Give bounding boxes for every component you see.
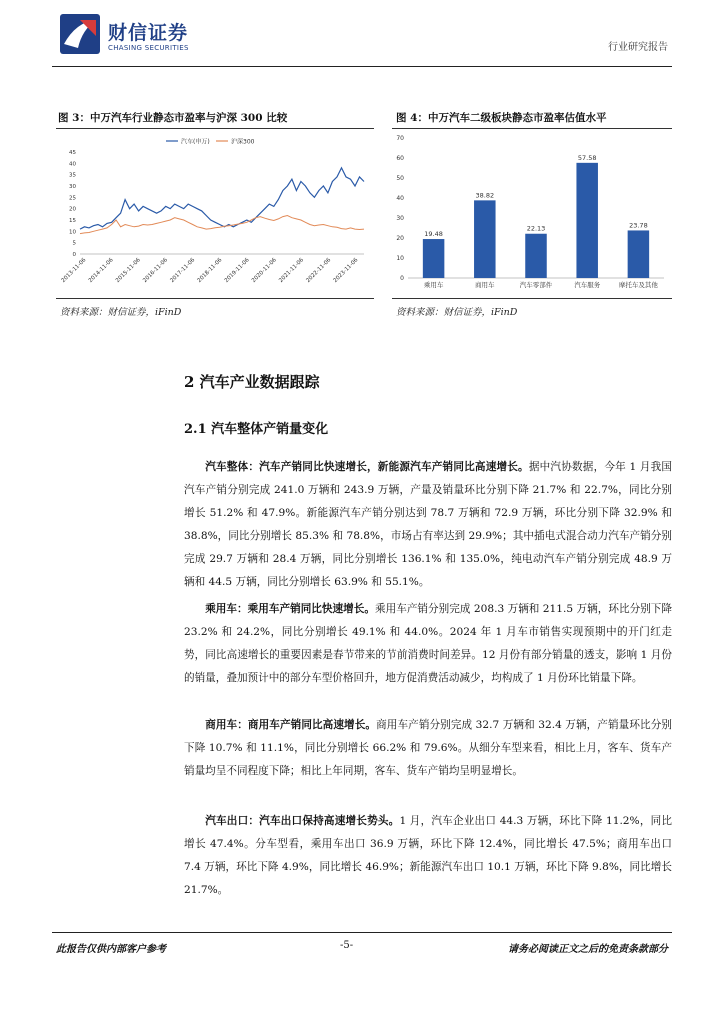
x-tick-label: 2022-11-06: [305, 257, 333, 285]
logo-text-cn: 财信证券: [108, 22, 189, 44]
figure-4-top-rule: [392, 128, 672, 129]
y-tick-label: 25: [69, 195, 76, 202]
page-number: -5-: [340, 940, 354, 951]
x-category-label: 汽车零部件: [519, 281, 553, 289]
y-tick-label: 10: [396, 255, 404, 262]
paragraph-lead: 商用车：商用车产销同比高速增长。: [205, 719, 377, 731]
figure-3-title: 图 3：中万汽车行业静态市盈率与沪深 300 比较: [58, 112, 288, 124]
y-tick-label: 0: [400, 275, 404, 282]
x-tick-label: 2018-11-06: [196, 257, 224, 285]
paragraph-lead: 汽车整体：汽车产销同比快速增长，新能源汽车产销同比高速增长。: [205, 461, 529, 473]
paragraph-body: 1 月，汽车企业出口 44.3 万辆，环比下降 11.2%，同比增长 47.4%。分车型看，乘用车出口 36.9 万辆，环比下降 12.4%，同比增长 47.5%；商用车出口 7.4 万辆，环比下降 4.9%，同比增长 46.9%；新能源汽车出口 10.1 万辆，环比下降 9.8%，同比增长 21.7%。: [184, 815, 672, 896]
y-tick-label: 35: [69, 172, 76, 179]
subsection-title: 2.1 汽车整体产销量变化: [184, 422, 329, 437]
legend-label-hs300: 沪深300: [231, 138, 255, 146]
x-tick-label: 2015-11-06: [114, 257, 142, 285]
paragraph-lead: 汽车出口：汽车出口保持高速增长势头。: [205, 815, 400, 827]
logo-mark-icon: [60, 14, 100, 54]
y-tick-label: 45: [69, 150, 76, 156]
x-tick-label: 2016-11-06: [142, 257, 170, 285]
footer-disclaimer-right: 请务必阅读正文之后的免责条款部分: [508, 944, 668, 955]
paragraph-body: 商用车产销分别完成 32.7 万辆和 32.4 万辆，产销量环比分别下降 10.7% 和 11.1%，同比分别增长 66.2% 和 79.6%。从细分车型来看，相比上月，客车、货车产销量均呈不同程度下降；相比上年同期，客车、货车产销均呈明显增长。: [184, 719, 672, 777]
x-tick-label: 2017-11-06: [169, 257, 197, 285]
bar: [423, 239, 445, 278]
bar-value-label: 38.82: [475, 191, 495, 200]
paragraph-passenger: [184, 598, 672, 690]
section-title: 2 汽车产业数据跟踪: [184, 373, 320, 391]
y-tick-label: 5: [72, 240, 76, 247]
y-tick-label: 10: [69, 229, 76, 236]
figure-4-source: 资料来源：财信证券，iFinD: [396, 307, 518, 318]
figure-3-top-rule: [56, 128, 374, 129]
bar-value-label: 22.13: [526, 224, 546, 233]
y-tick-label: 40: [396, 195, 404, 202]
series-line-auto: [80, 168, 364, 229]
y-tick-label: 40: [69, 161, 76, 168]
paragraph-commercial: [184, 714, 672, 783]
figure-3-chart: [58, 132, 374, 294]
y-tick-label: 15: [69, 218, 76, 224]
y-tick-label: 50: [396, 175, 404, 182]
bar: [525, 234, 547, 278]
y-tick-label: 30: [396, 215, 404, 222]
figure-4-title: 图 4：中万汽车二级板块静态市盈率估值水平: [396, 112, 607, 124]
bar: [474, 200, 496, 278]
paragraph-body: 乘用车产销分别完成 208.3 万辆和 211.5 万辆，环比分别下降 23.2% 和 24.2%，同比分别增长 49.1% 和 44.0%。2024 年 1 月车市销售实现预期中的开门红走势，同比高速增长的重要因素是春节带来的节前消费时间差异。12 月份有部分销量的透支，影响 1 月份的销量，叠加预计中的部分车型价格回升，地方促消费活动减少，均构成了 1 月份环比销量下降。: [184, 603, 673, 684]
x-tick-label: 2019-11-06: [223, 257, 251, 285]
x-category-label: 摩托车及其他: [618, 281, 658, 289]
y-tick-label: 30: [69, 184, 76, 190]
bar-value-label: 23.78: [629, 221, 648, 230]
y-tick-label: 70: [396, 135, 404, 142]
figure-4-bottom-rule: [392, 298, 672, 299]
header-divider: [52, 66, 672, 67]
x-category-label: 乘用车: [423, 281, 444, 289]
paragraph-export: [184, 810, 672, 902]
x-tick-label: 2023-11-06: [332, 257, 360, 285]
figure-4-chart: [392, 132, 672, 294]
bar-value-label: 57.58: [577, 153, 597, 162]
x-category-label: 汽车服务: [574, 281, 601, 289]
paragraph-lead: 乘用车：乘用车产销同比快速增长。: [205, 603, 375, 615]
footer-divider: [52, 932, 672, 933]
company-logo: [60, 14, 200, 58]
paragraph-overall: [184, 456, 672, 594]
figure-3-source: 资料来源：财信证券，iFinD: [60, 307, 182, 318]
x-tick-label: 2013-11-06: [60, 257, 88, 285]
bar: [576, 163, 598, 278]
y-tick-label: 60: [396, 155, 404, 162]
report-type-label: 行业研究报告: [608, 42, 668, 53]
bar-value-label: 19.48: [424, 230, 443, 239]
figure-3-bottom-rule: [56, 298, 374, 299]
series-line-hs300: [80, 216, 364, 234]
x-tick-label: 2020-11-06: [250, 257, 278, 285]
logo-text-en: CHASING SECURITIES: [108, 44, 189, 52]
y-tick-label: 20: [396, 235, 404, 242]
x-tick-label: 2014-11-06: [87, 257, 115, 285]
legend-label-auto: 汽车(申万): [181, 138, 210, 146]
paragraph-body: 据中汽协数据，今年 1 月我国汽车产销分别完成 241.0 万辆和 243.9 万辆，产量及销量环比分别下降 21.7% 和 22.7%，同比分别增长 51.2% 和 47.9%。新能源汽车产销分别达到 78.7 万辆和 72.9 万辆，环比分别下降 32.9% 和 38.8%，同比分别增长 85.3% 和 78.8%，市场占有率达到 29.9%；其中插电式混合动力汽车产销分别完成 29.7 万辆和 28.4 万辆，同比分别增长 136.1% 和 135.0%，纯电动汽车产销分别完成 48.9 万辆和 44.5 万辆，同比分别增长 63.9% 和 55.1%。: [184, 461, 672, 588]
y-tick-label: 0: [72, 252, 76, 258]
bar: [628, 230, 650, 278]
y-tick-label: 20: [69, 206, 76, 213]
footer-disclaimer-left: 此报告仅供内部客户参考: [56, 944, 166, 955]
x-category-label: 商用车: [475, 281, 495, 289]
x-tick-label: 2021-11-06: [278, 257, 306, 285]
